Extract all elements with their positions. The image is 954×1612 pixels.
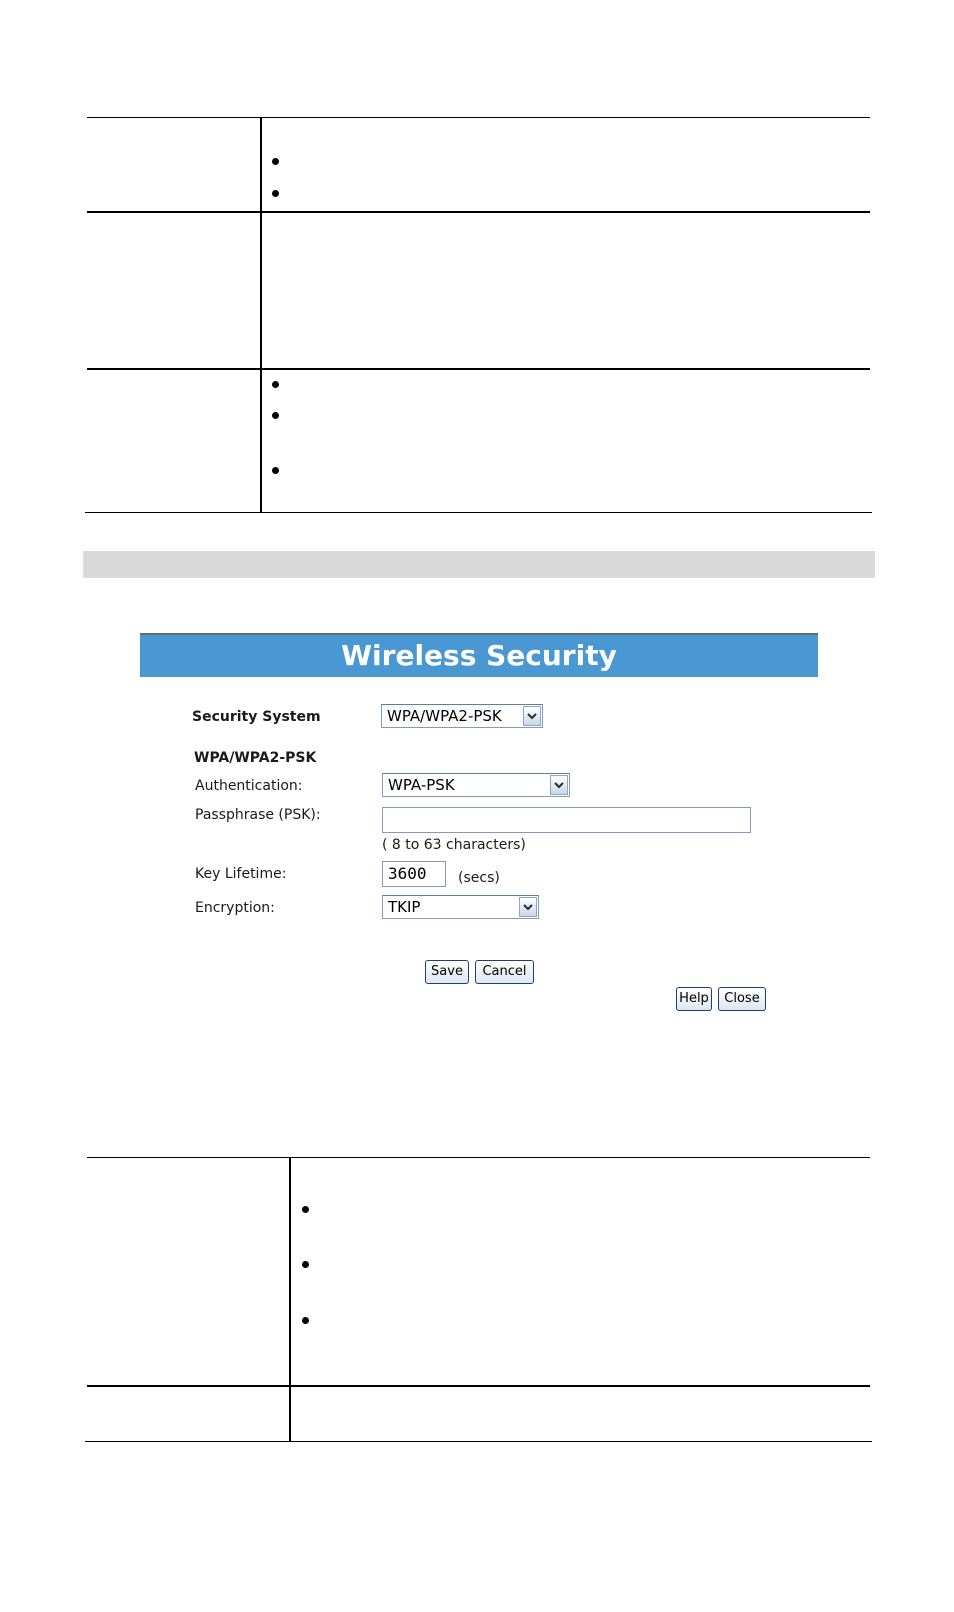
section-heading-bar bbox=[83, 551, 875, 578]
close-button[interactable]: Close bbox=[718, 987, 766, 1011]
passphrase-input[interactable] bbox=[382, 807, 751, 833]
key-lifetime-unit: (secs) bbox=[458, 870, 500, 886]
bullet-icon bbox=[272, 158, 279, 165]
authentication-label: Authentication: bbox=[195, 778, 303, 794]
encryption-label: Encryption: bbox=[195, 900, 275, 916]
passphrase-hint: ( 8 to 63 characters) bbox=[382, 837, 526, 853]
wireless-security-panel bbox=[140, 633, 818, 1043]
bullet-icon bbox=[302, 1317, 309, 1324]
table-rule bbox=[87, 117, 870, 118]
table-rule bbox=[87, 1157, 870, 1158]
bullet-icon bbox=[302, 1206, 309, 1213]
bullet-icon bbox=[272, 467, 279, 474]
encryption-select[interactable] bbox=[382, 895, 539, 919]
authentication-select[interactable] bbox=[382, 773, 570, 797]
table-rule bbox=[87, 1385, 870, 1387]
security-system-label: Security System bbox=[192, 709, 321, 725]
section-label: WPA/WPA2-PSK bbox=[194, 750, 317, 766]
cancel-button[interactable]: Cancel bbox=[475, 960, 534, 984]
table-rule bbox=[87, 368, 870, 370]
passphrase-label: Passphrase (PSK): bbox=[195, 807, 321, 823]
bullet-icon bbox=[272, 412, 279, 419]
security-system-select[interactable] bbox=[381, 704, 543, 728]
table-column-divider bbox=[289, 1157, 291, 1442]
bullet-icon bbox=[272, 381, 279, 388]
panel-title: Wireless Security bbox=[140, 633, 818, 677]
encryption-value: TKIP bbox=[388, 898, 421, 916]
bullet-icon bbox=[272, 190, 279, 197]
save-button[interactable]: Save bbox=[425, 960, 469, 984]
chevron-down-icon[interactable] bbox=[523, 706, 541, 726]
bullet-icon bbox=[302, 1261, 309, 1268]
authentication-value: WPA-PSK bbox=[388, 776, 455, 794]
chevron-down-icon[interactable] bbox=[519, 897, 537, 917]
chevron-down-icon[interactable] bbox=[550, 775, 568, 795]
table-column-divider bbox=[260, 117, 262, 513]
help-button[interactable]: Help bbox=[676, 987, 712, 1011]
key-lifetime-input[interactable]: 3600 bbox=[382, 861, 446, 887]
security-system-value: WPA/WPA2-PSK bbox=[387, 707, 502, 725]
table-rule bbox=[87, 211, 870, 213]
table-rule bbox=[85, 1441, 872, 1442]
table-rule bbox=[85, 512, 872, 513]
key-lifetime-label: Key Lifetime: bbox=[195, 866, 287, 882]
